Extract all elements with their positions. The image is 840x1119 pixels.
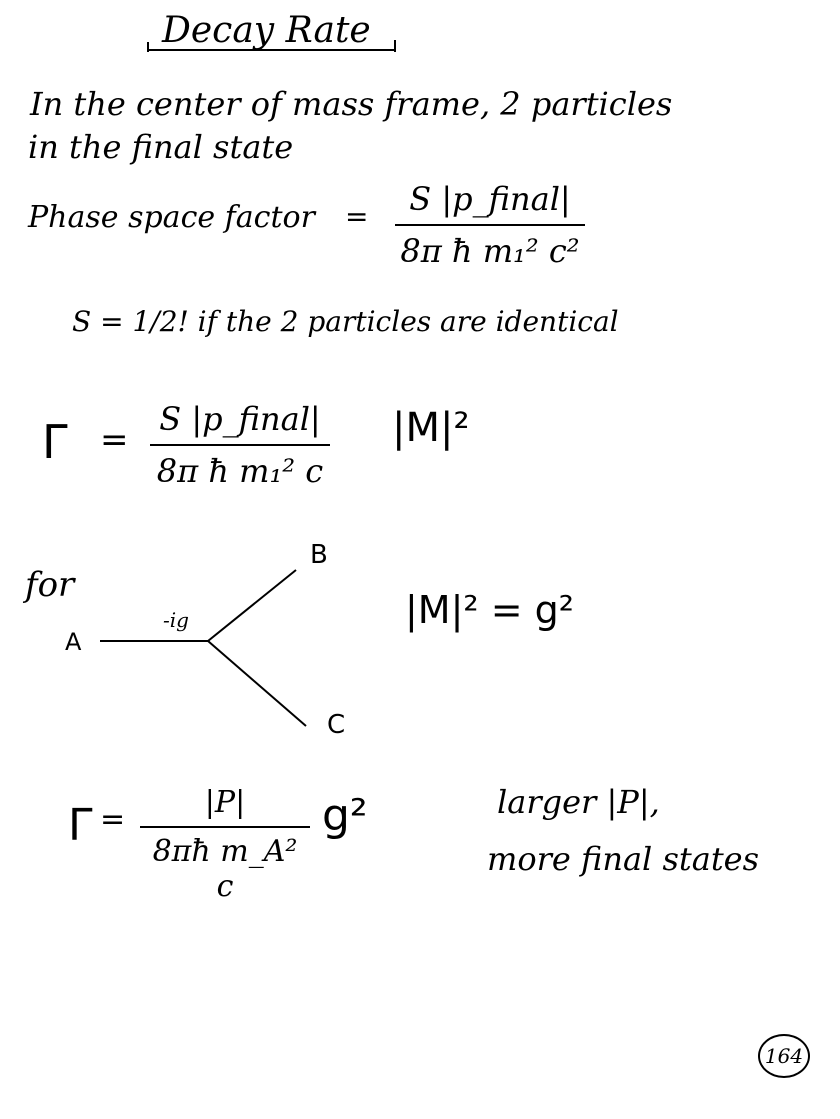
particle-A-label: A (65, 628, 82, 656)
vertex-factor-label: -ig (163, 608, 189, 632)
phase-space-denominator: 8π ħ m₁² c² (400, 232, 580, 270)
page-title: Decay Rate (162, 10, 371, 51)
fraction-bar (140, 826, 310, 828)
intro-line-1: In the center of mass frame, 2 particles (30, 85, 673, 123)
gamma-denominator: 8π ħ m₁² c (156, 452, 324, 490)
page-number: 164 (758, 1034, 810, 1078)
phase-space-equals: = (345, 200, 369, 233)
intro-line-2: in the final state (28, 128, 294, 166)
s-definition: S = 1/2! if the 2 particles are identical (72, 305, 619, 338)
gamma-symbol: Γ (42, 415, 68, 469)
gamma-equals: = (100, 420, 129, 460)
gamma-result-fraction (140, 785, 310, 904)
gamma-result-denominator: 8πħ m_A² c (152, 834, 298, 904)
coupling-squared: g² (322, 790, 368, 841)
gamma-numerator: S |p_final| (159, 400, 321, 438)
phase-space-numerator: S |p_final| (409, 180, 571, 218)
matrix-element-squared: |M|² (392, 405, 470, 451)
gamma-result-symbol: Γ (68, 800, 93, 851)
gamma-result-equals: = (100, 802, 126, 837)
particle-C-label: C (327, 710, 346, 740)
amplitude-equation: |M|² = g² (405, 588, 574, 632)
phase-space-label: Phase space factor (28, 200, 315, 235)
note-line-1: larger |P|, (497, 783, 660, 821)
note-line-2: more final states (487, 840, 760, 878)
for-label: for (25, 565, 75, 605)
particle-B-label: B (310, 540, 328, 570)
line-C (208, 641, 306, 726)
gamma-result-numerator: |P| (204, 785, 246, 820)
line-B (208, 570, 296, 641)
